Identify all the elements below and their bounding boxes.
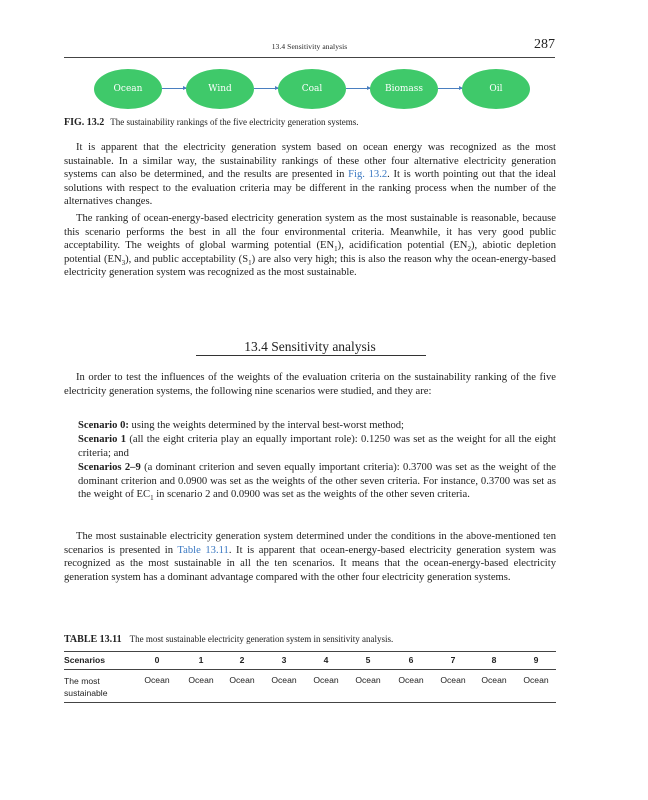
node-coal: Coal [278,69,346,109]
table-cell: Ocean [398,675,424,685]
table-header-col: 1 [198,655,204,665]
table-cell: Ocean [313,675,339,685]
table-cell: Ocean [523,675,549,685]
scenarios-2-9 [78,461,556,502]
p2-text-c: ), abiotic depletion potential (EN [64,240,556,265]
scenarios-2-9-sub: 1 [150,494,154,503]
sensitivity-intro [64,371,556,398]
table-13-11-link[interactable]: Table 13.11 [177,544,229,556]
p2-text-e: ) are also very high; this is also the reason why the ocean-energy-based electricity generation system was recognized as the most sustainable. [64,253,556,279]
table-header-col: 8 [491,655,497,665]
intro-text: In order to test the influences of the weights of the evaluation criteria on the sustainability ranking of the five electricity generation systems, the following nine scenarios were studied, and they are: [64,372,556,397]
figure-caption [64,117,358,128]
running-head-section: 13.4 Sensitivity analysis [271,42,348,51]
section-title-rule [196,355,426,356]
running-head [64,37,555,58]
ranking-flow-diagram [94,69,530,109]
scenarios-2-9-text-a: (a dominant criterion and seven equally important criteria): 0.3700 was set as the weight of the dominant criterion and 0.0900 was set as the weights of the other seven criteria. For instance, 0.3700 was set as the weight of EC [78,462,556,501]
arrow-3 [346,88,370,89]
figure-caption-text: The sustainability rankings of the five electricity generation systems. [110,117,359,127]
fig-13-2-link[interactable]: Fig. 13.2 [348,169,388,181]
table-caption [64,634,393,645]
table-header-scenarios: Scenarios [64,655,106,665]
table-cell: Ocean [144,675,170,685]
table-header-col: 3 [281,655,287,665]
p2-sub-3: 3 [121,258,126,267]
node-oil: Oil [462,69,530,109]
conclusion-text-b: . It is apparent that ocean-energy-based electricity generation system was recognized as the most sustainable in all the ten scenarios. It means that the ocean-energy-based electricity generation system has a dominant advantage compared with the other four electricity generation systems. [64,544,557,583]
figure-caption-label: FIG. 13.2 [64,117,105,128]
table-cell: Ocean [355,675,381,685]
table-header-col: 4 [323,655,329,665]
table-row-label-line1: The most [64,676,100,686]
p2-text-a: The ranking of ocean-energy-based electricity generation system as the most sustainable is reasonable, because this scenario performs the best in all the four environmental criteria. Meanwhile, it has very good public acceptability. The weights of global warming potential (EN [64,213,556,252]
table-header-rule [64,669,556,670]
table-header-col: 9 [533,655,539,665]
node-ocean: Ocean [94,69,162,109]
table-header-col: 7 [450,655,456,665]
table-cell: Ocean [188,675,214,685]
table-cell: Ocean [271,675,297,685]
table-caption-label: TABLE 13.11 [64,634,122,645]
table-row-label [64,675,107,699]
table-header-col: 2 [239,655,245,665]
scenario-0 [78,419,556,433]
p2-sub-4: 1 [248,258,252,267]
scenarios-2-9-label: Scenarios 2–9 [78,462,141,473]
scenario-1-label: Scenario 1 [78,434,127,445]
table-cell: Ocean [229,675,255,685]
scenario-1-text: (all the eight criteria play an equally important role): 0.1250 was set as the weight for all the eight criteria; and [78,434,556,459]
table-row-label-line2: sustainable [64,688,108,698]
paragraph-2 [64,212,556,280]
table-header-col: 5 [365,655,371,665]
node-wind: Wind [186,69,254,109]
p2-sub-1: 1 [334,245,338,254]
table-bottom-rule [64,702,556,703]
table-top-rule [64,651,556,652]
table-cell: Ocean [481,675,507,685]
arrow-1 [162,88,186,89]
table-cell: Ocean [440,675,466,685]
scenario-0-text: using the weights determined by the interval best-worst method; [128,420,404,431]
scenario-0-label: Scenario 0: [78,420,129,431]
conclusion-text-a: The most sustainable electricity generation system determined under the conditions in the above-mentioned ten scenarios is presented in [64,531,556,556]
scenario-1 [78,433,556,460]
table-caption-text: The most sustainable electricity generation system in sensitivity analysis. [129,634,394,644]
scenarios-2-9-text-b: in scenario 2 and 0.0900 was set as the weights of the other seven criteria. [153,489,470,501]
p2-sub-2: 2 [467,245,471,254]
arrow-4 [438,88,462,89]
p2-text-d: ), and public acceptability (S [125,253,249,265]
table-header-col: 6 [408,655,414,665]
table-header-col: 0 [154,655,160,665]
paragraph-1 [64,141,556,209]
arrow-2 [254,88,278,89]
node-biomass: Biomass [370,69,438,109]
p1-text-b: . It is worth pointing out that the ideal solutions with respect to the evaluation criteria may be different in the ranking process when the number of the alternatives changes. [64,169,556,208]
sensitivity-conclusion [64,530,556,584]
section-title: 13.4 Sensitivity analysis [244,339,376,354]
page-number: 287 [534,37,555,52]
p1-text-a: It is apparent that the electricity generation system based on ocean energy was recognized as the most sustainable. In a similar way, the sustainability rankings of these other four alternative electricity generation systems can also be determined, and the results are presented in [64,142,556,181]
p2-text-b: ), acidification potential (EN [337,240,468,252]
